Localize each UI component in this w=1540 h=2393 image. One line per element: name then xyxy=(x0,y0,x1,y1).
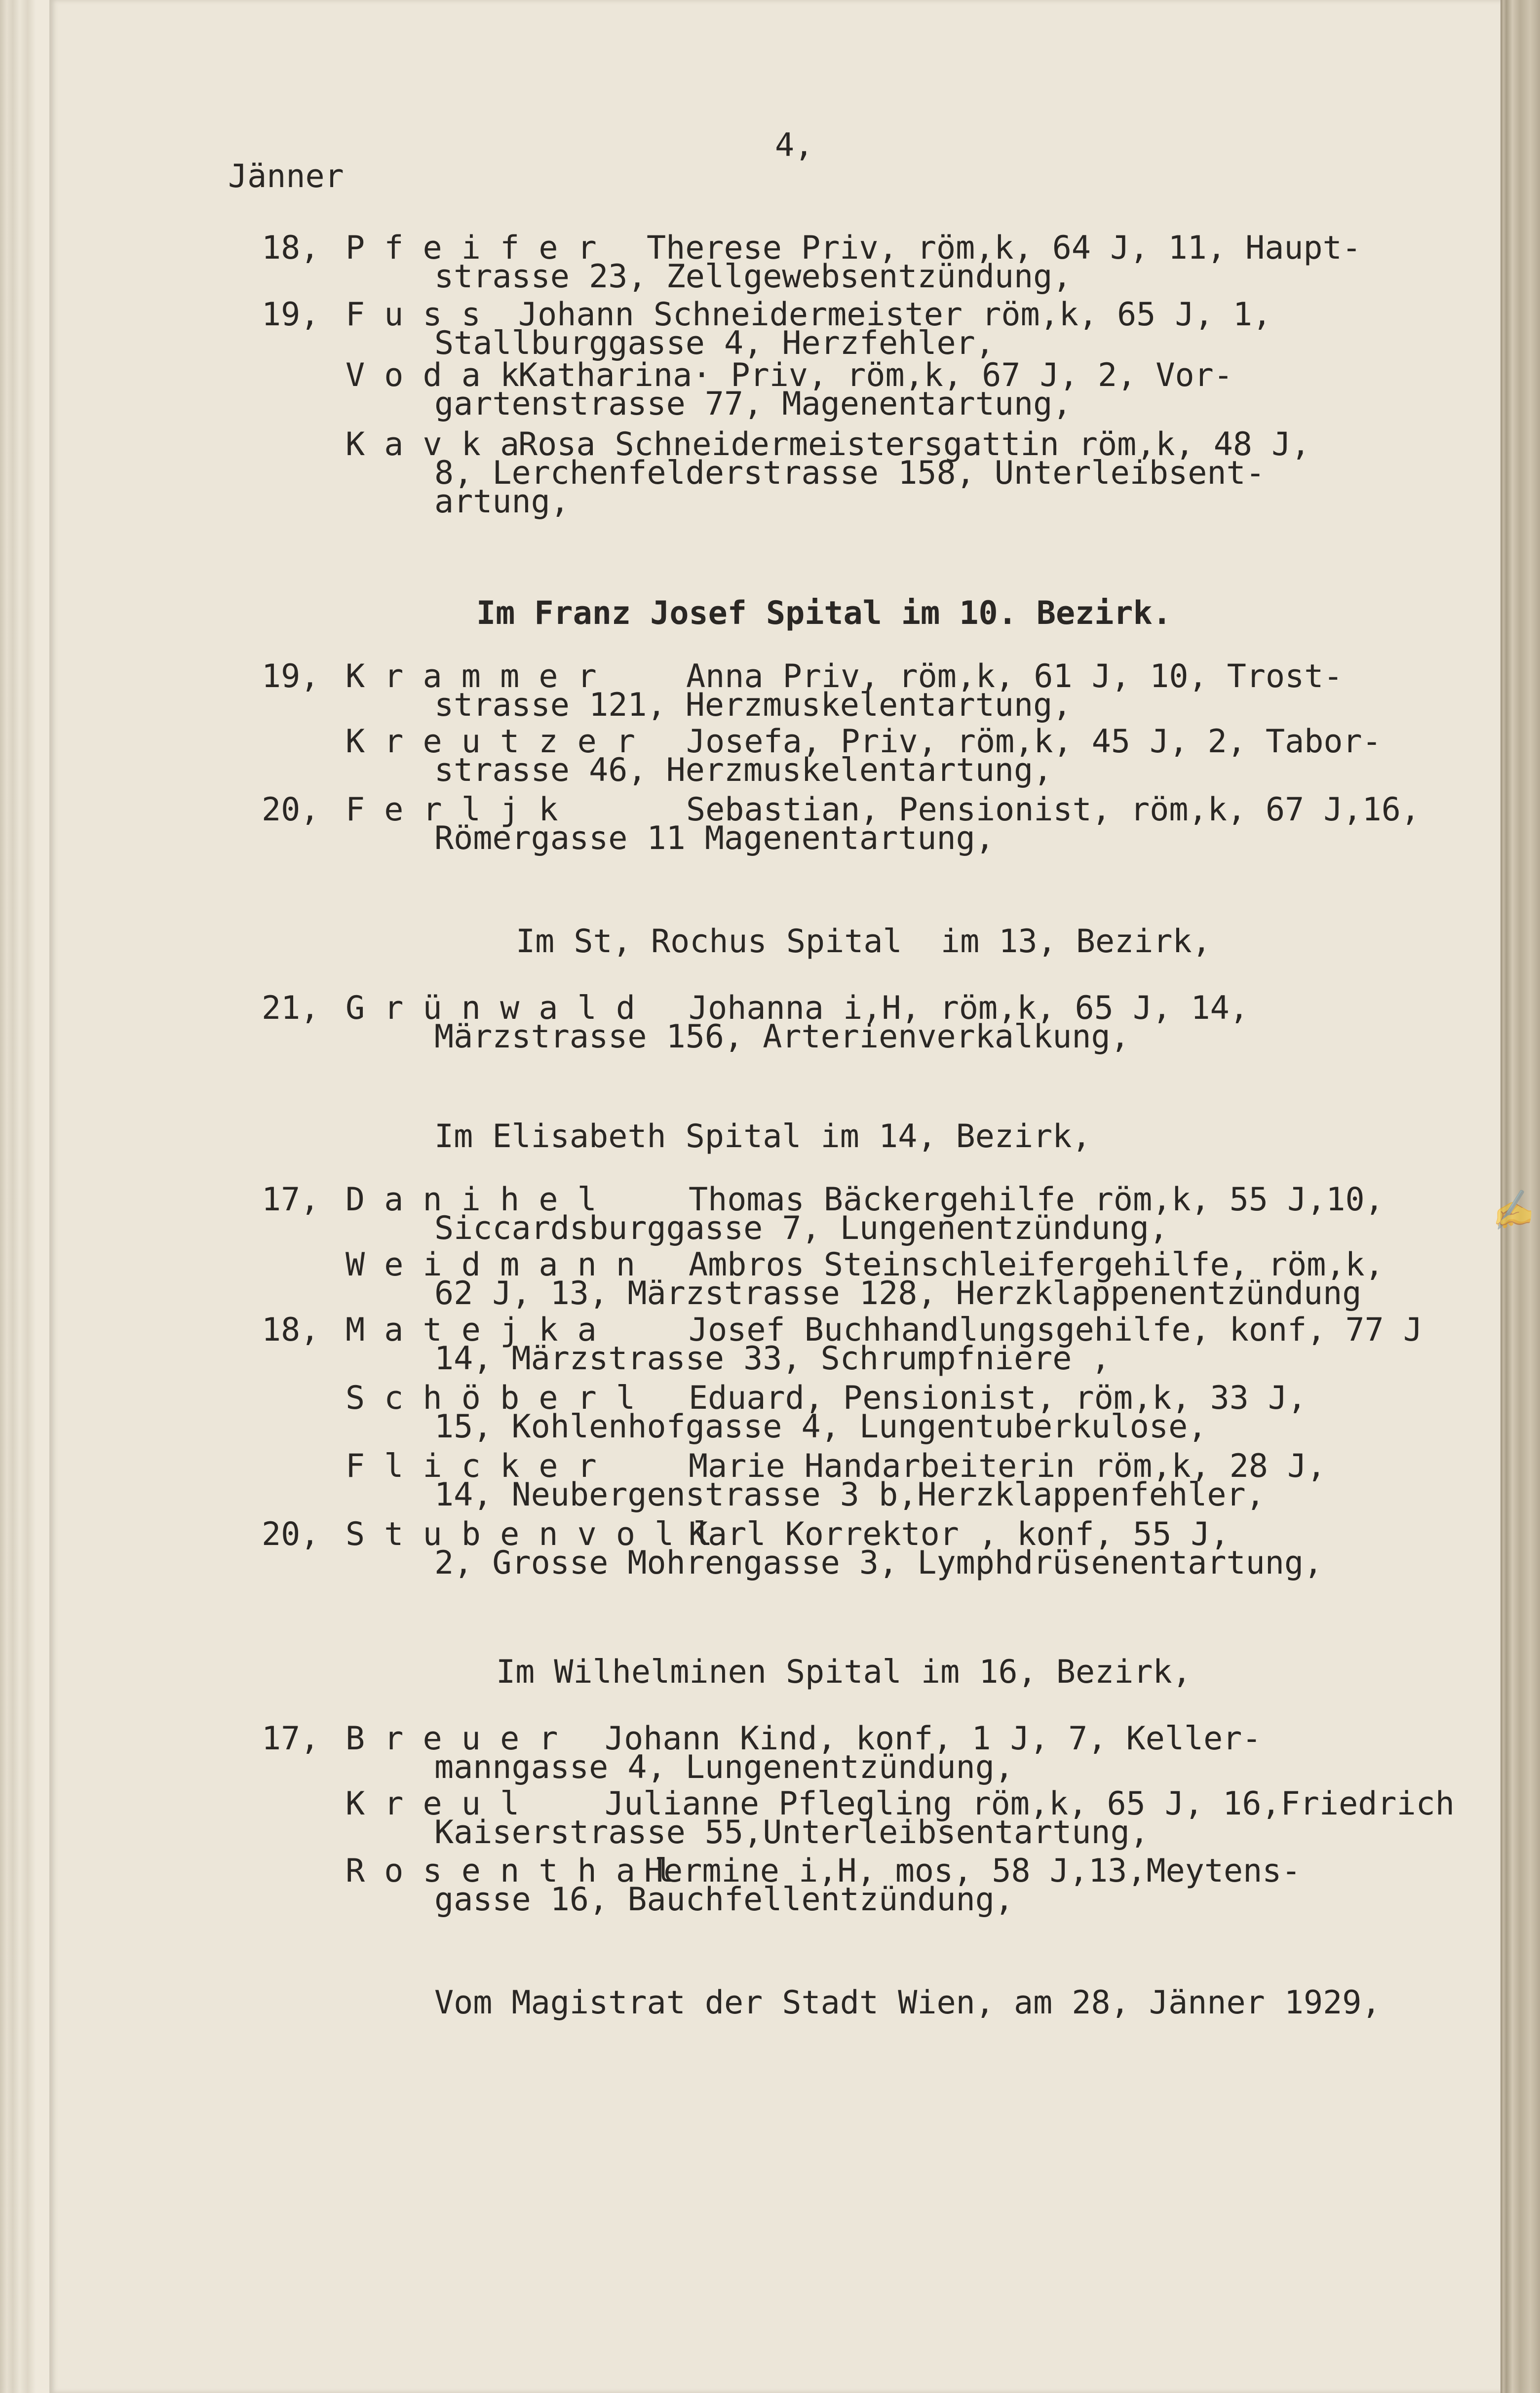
entry-day: 18, xyxy=(262,1312,320,1349)
section-heading: Im Wilhelminen Spital im 16, Bezirk, xyxy=(496,1654,1192,1691)
entry-line: Karl Korrektor , konf, 55 J, xyxy=(689,1516,1230,1553)
entry-day: 19, xyxy=(262,296,320,333)
entry-line: Stallburggasse 4, Herzfehler, xyxy=(434,325,995,362)
section-heading: Im Franz Josef Spital im 10. Bezirk. xyxy=(476,595,1172,632)
entry-day: 17, xyxy=(262,1720,320,1757)
entry-surname: P f e i f e r xyxy=(346,230,597,267)
entry-line: Sebastian, Pensionist, röm,k, 67 J,16, xyxy=(686,791,1421,828)
entry-surname: V o d a k xyxy=(346,357,520,394)
section-heading: Im Elisabeth Spital im 14, Bezirk, xyxy=(434,1118,1091,1155)
entry-line: Thomas Bäckergehilfe röm,k, 55 J,10, xyxy=(689,1181,1384,1218)
entry-line: Eduard, Pensionist, röm,k, 33 J, xyxy=(689,1380,1307,1417)
entry-line: Marie Handarbeiterin röm,k, 28 J, xyxy=(689,1448,1326,1485)
magistrate-signature-line: Vom Magistrat der Stadt Wien, am 28, Jänner 1929, xyxy=(434,1984,1381,2021)
entry-surname: B r e u e r xyxy=(346,1720,558,1757)
entry-line: 15, Kohlenhofgasse 4, Lungentuberkulose, xyxy=(434,1408,1207,1445)
entry-line: strasse 121, Herzmuskelentartung, xyxy=(434,687,1072,724)
entry-line: Rosa Schneidermeistersgattin röm,k, 48 J, xyxy=(518,426,1310,463)
entry-line: manngasse 4, Lungenentzündung, xyxy=(434,1749,1014,1786)
entry-line: gartenstrasse 77, Magenentartung, xyxy=(434,386,1072,423)
entry-line: 8, Lerchenfelderstrasse 158, Unterleibsent- xyxy=(434,455,1265,492)
entry-surname: F u s s xyxy=(346,296,481,333)
entry-surname: K r e u l xyxy=(346,1785,520,1822)
entry-surname: G r ü n w a l d xyxy=(346,990,635,1027)
entry-line: Julianne Pflegling röm,k, 65 J, 16,Friedrich xyxy=(605,1785,1455,1822)
entry-day: 17, xyxy=(262,1181,320,1218)
entry-day: 20, xyxy=(262,1516,320,1553)
entry-line: Anna Priv, röm,k, 61 J, 10, Trost- xyxy=(686,658,1343,695)
entry-surname: K r a m m e r xyxy=(346,658,597,695)
entry-line: Therese Priv, röm,k, 64 J, 11, Haupt- xyxy=(647,230,1361,267)
entry-day: 20, xyxy=(262,791,320,828)
entry-line: Katharina· Priv, röm,k, 67 J, 2, Vor- xyxy=(518,357,1233,394)
entry-line: Kaiserstrasse 55,Unterleibsentartung, xyxy=(434,1814,1149,1851)
month-header: Jänner xyxy=(228,158,344,195)
entry-day: 18, xyxy=(262,230,320,267)
entry-line: strasse 23, Zellgewebsentzündung, xyxy=(434,258,1072,295)
entry-line: Johanna i,H, röm,k, 65 J, 14, xyxy=(689,990,1249,1027)
page-number: 4, xyxy=(775,127,814,164)
entry-surname: K r e u t z e r xyxy=(346,723,635,760)
entry-line: Josefa, Priv, röm,k, 45 J, 2, Tabor- xyxy=(686,723,1382,760)
entry-line: Johann Schneidermeister röm,k, 65 J, 1, xyxy=(518,296,1272,333)
section-heading: Im St, Rochus Spital im 13, Bezirk, xyxy=(516,923,1211,960)
entry-surname: W e i d m a n n xyxy=(346,1246,635,1283)
entry-day: 21, xyxy=(262,990,320,1027)
entry-line: Johann Kind, konf, 1 J, 7, Keller- xyxy=(605,1720,1262,1757)
entry-surname: S c h ö b e r l xyxy=(346,1380,635,1417)
entry-line: Römergasse 11 Magenentartung, xyxy=(434,820,995,857)
entry-line: Josef Buchhandlungsgehilfe, konf, 77 J xyxy=(689,1312,1423,1349)
entry-surname: R o s e n t h a l xyxy=(346,1853,674,1890)
entry-line: Ambros Steinschleifergehilfe, röm,k, xyxy=(689,1246,1384,1283)
entry-line: 14, Märzstrasse 33, Schrumpfniere , xyxy=(434,1340,1111,1377)
entry-line: 62 J, 13, Märzstrasse 128, Herzklappenentzündung xyxy=(434,1275,1362,1312)
entry-line: Märzstrasse 156, Arterienverkalkung, xyxy=(434,1018,1130,1055)
entry-surname: F l i c k e r xyxy=(346,1448,597,1485)
entry-surname: S t u b e n v o l l xyxy=(346,1516,713,1553)
margin-pencil-mark: ✍ xyxy=(1486,1186,1537,1235)
entry-surname: K a v k a xyxy=(346,426,520,463)
entry-surname: M a t e j k a xyxy=(346,1312,597,1349)
entry-line: 14, Neubergenstrasse 3 b,Herzklappenfehler, xyxy=(434,1476,1265,1513)
entry-line: artung, xyxy=(434,483,570,520)
entry-line: strasse 46, Herzmuskelentartung, xyxy=(434,752,1053,789)
entry-line: 2, Grosse Mohrengasse 3, Lymphdrüsenentartung, xyxy=(434,1544,1323,1582)
entry-line: Siccardsburggasse 7, Lungenentzündung, xyxy=(434,1210,1169,1247)
entry-line: Hermine i,H, mos, 58 J,13,Meytens- xyxy=(644,1853,1301,1890)
entry-surname: F e r l j k xyxy=(346,791,558,828)
entry-line: gasse 16, Bauchfellentzündung, xyxy=(434,1881,1014,1918)
entry-day: 19, xyxy=(262,658,320,695)
entry-surname: D a n i h e l xyxy=(346,1181,597,1218)
